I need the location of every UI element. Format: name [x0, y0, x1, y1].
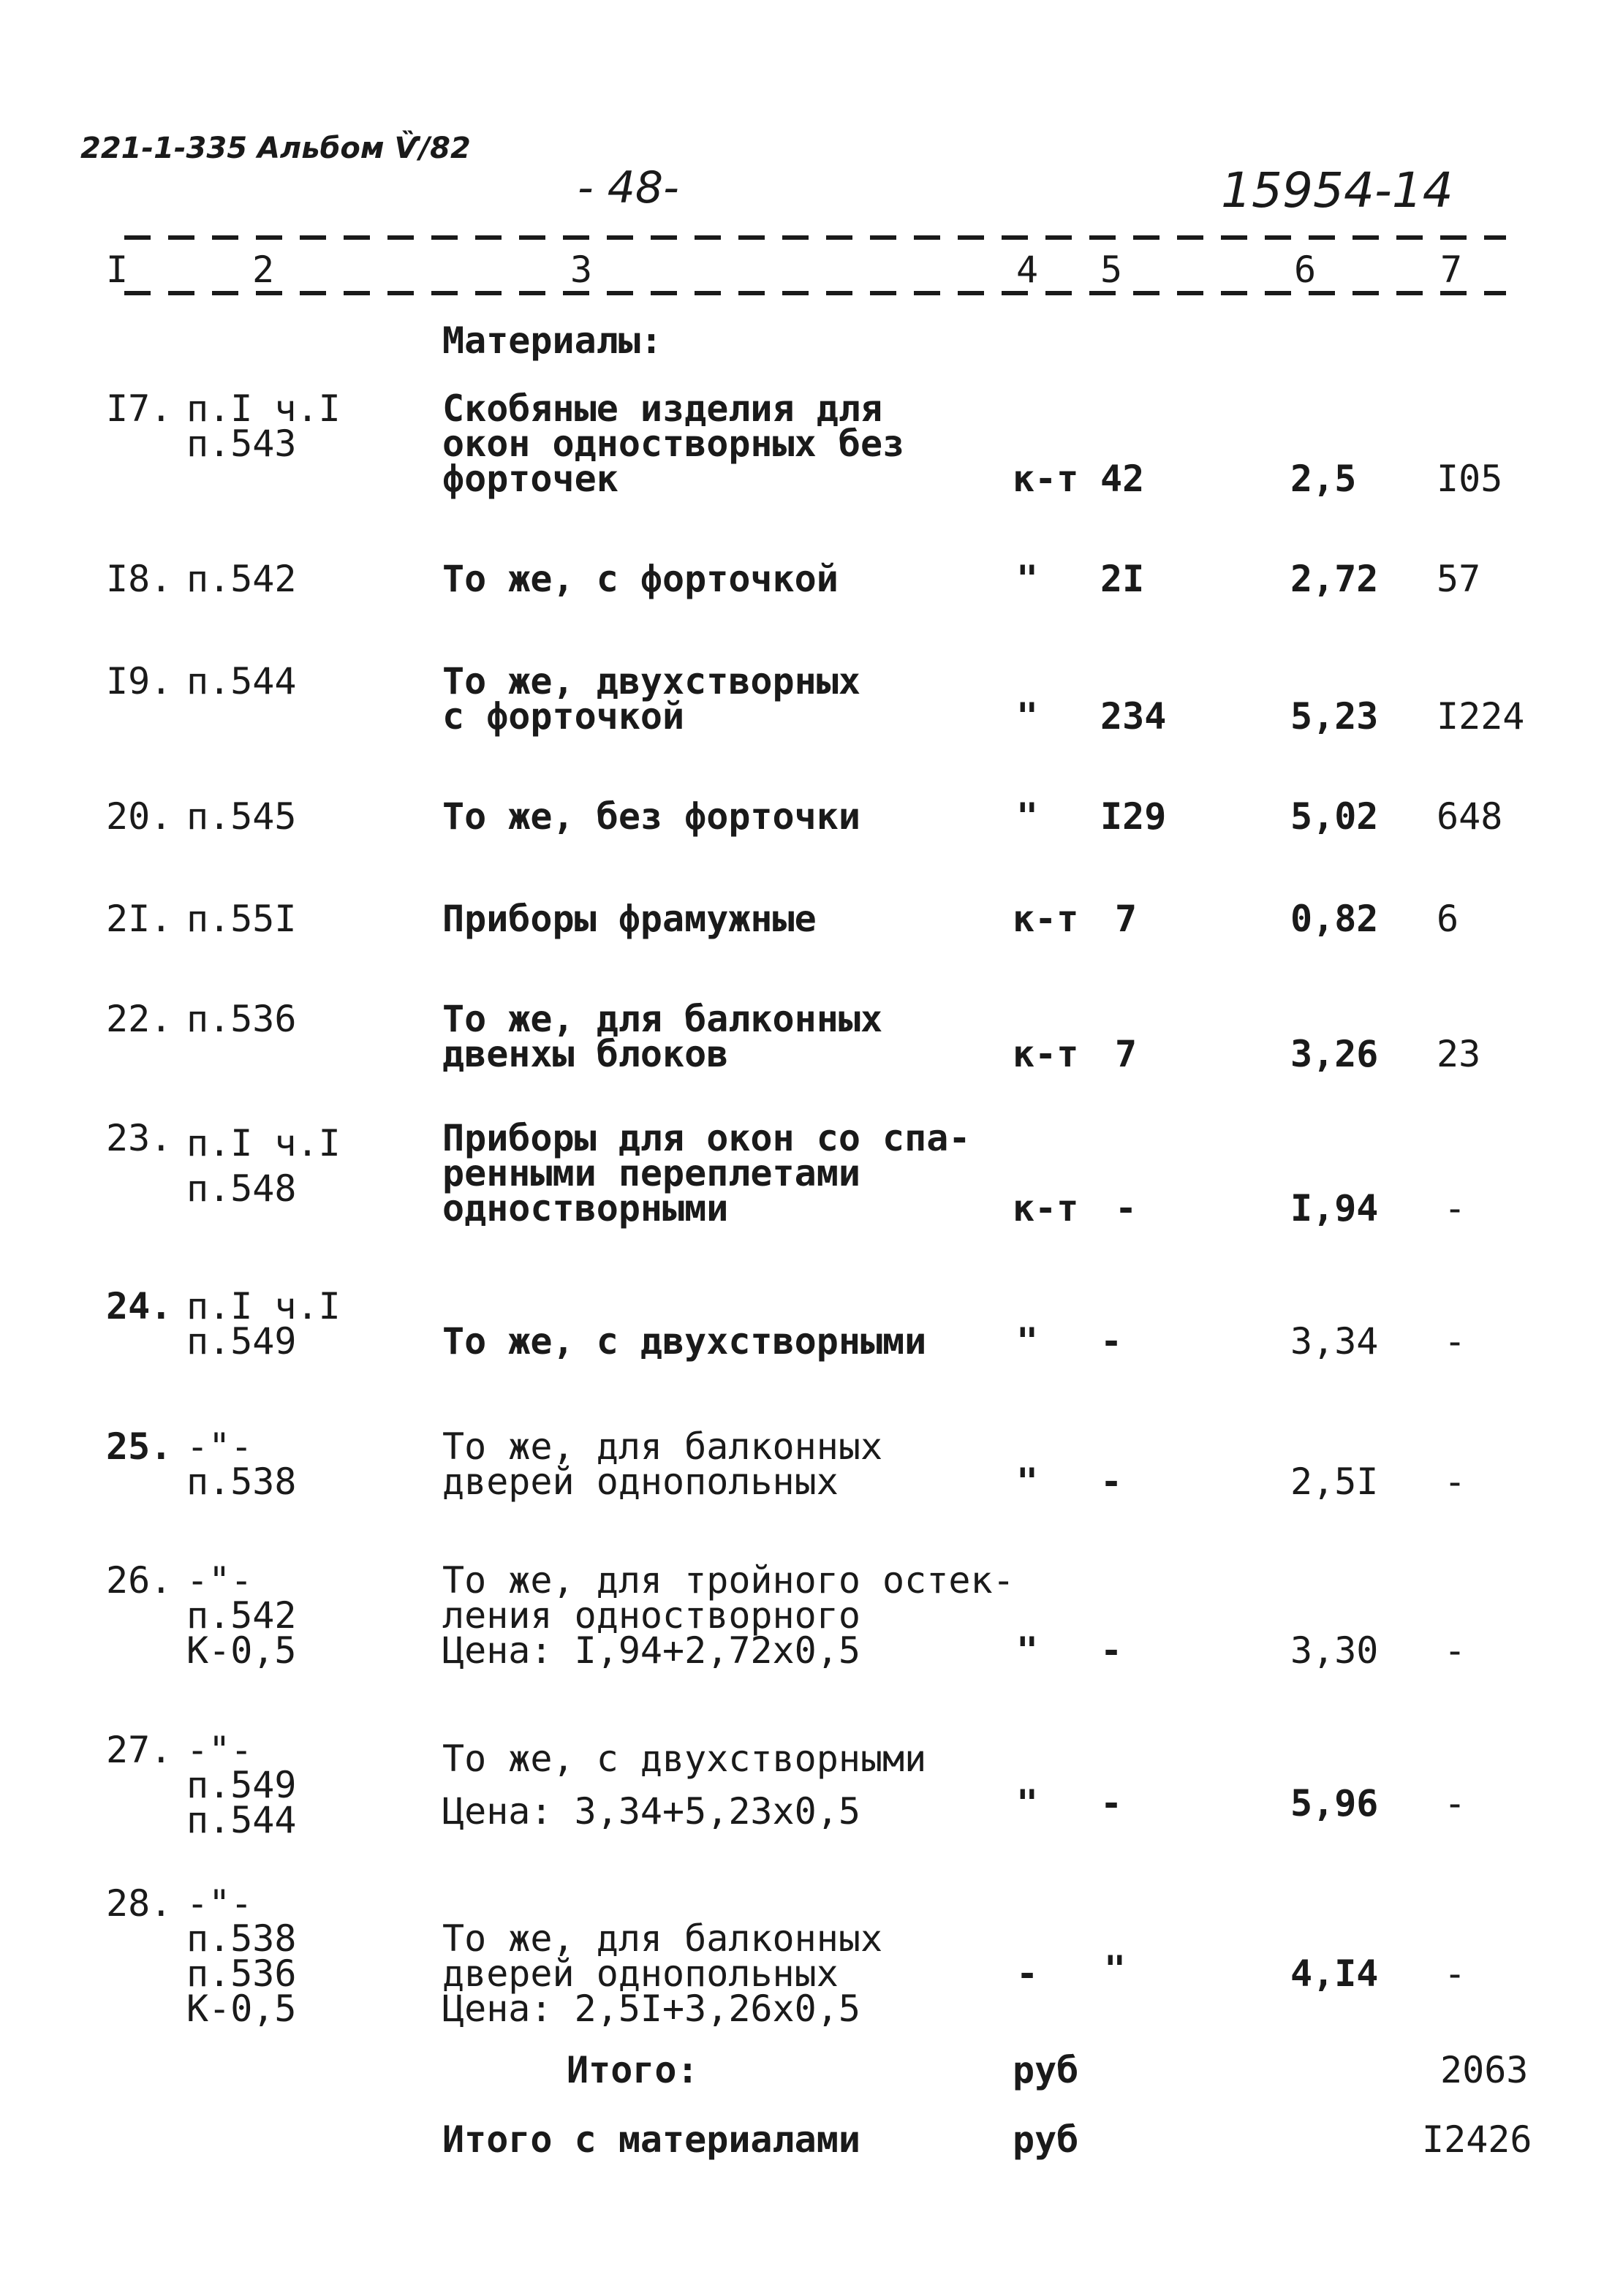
- description-line: Цена: I,94+2,72x0,5: [442, 1629, 860, 1672]
- row-total: -: [1444, 1460, 1467, 1503]
- row-reference: [186, 998, 297, 1040]
- row-description: [442, 1320, 927, 1363]
- row-number: 28.: [106, 1882, 173, 1925]
- column-header-3: 3: [570, 249, 593, 291]
- row-price: I,94: [1290, 1187, 1379, 1230]
- row-unit: к-т: [1013, 458, 1079, 500]
- description-line: ления одностворного: [442, 1594, 860, 1637]
- row-reference: [186, 1729, 297, 1841]
- row-number: 22.: [106, 998, 173, 1040]
- reference-line: п.538: [186, 1460, 297, 1503]
- header-top-rule: [124, 235, 1506, 240]
- description-line: Цена: 2,5I+3,26x0,5: [442, 1988, 860, 2030]
- reference-line: п.538: [186, 1917, 297, 1960]
- row-unit: к-т: [1013, 1033, 1079, 1075]
- row-number: 20.: [106, 795, 173, 838]
- row-unit: ": [1016, 695, 1039, 738]
- reference-line: п.545: [186, 795, 297, 838]
- row-unit: к-т: [1013, 898, 1079, 940]
- row-reference: [186, 898, 297, 940]
- row-number: 24.: [106, 1285, 173, 1327]
- reference-line: п.536: [186, 1952, 297, 1995]
- description-line: То же, с двухстворными: [442, 1738, 927, 1780]
- row-total: -: [1444, 1952, 1467, 1995]
- description-line: дверей однопольных: [442, 1460, 839, 1503]
- row-total: 23: [1437, 1033, 1481, 1075]
- description-line: ренными переплетами: [442, 1152, 860, 1194]
- row-price: 5,02: [1290, 795, 1379, 838]
- description-line: форточек: [442, 458, 618, 500]
- row-unit: ": [1016, 1782, 1039, 1825]
- column-header-6: 6: [1294, 249, 1317, 291]
- reference-line: п.542: [186, 1594, 297, 1637]
- column-header-5: 5: [1100, 249, 1123, 291]
- row-description: [442, 1117, 971, 1230]
- row-reference: [186, 387, 341, 465]
- description-line: То же, двухстворных: [442, 660, 860, 702]
- description-line: То же, для балконных: [442, 998, 883, 1040]
- row-price: 0,82: [1290, 898, 1379, 940]
- archive-note: 221-1-335 Альбом Ѷ/82: [80, 132, 471, 165]
- reference-line: п.544: [186, 660, 297, 702]
- row-total: -: [1444, 1782, 1467, 1825]
- description-line: То же, без форточки: [442, 795, 860, 838]
- description-line: дверей однопольных: [442, 1952, 839, 1995]
- row-total: 6: [1437, 898, 1459, 940]
- summary-unit: руб: [1013, 2049, 1079, 2091]
- row-number: 27.: [106, 1729, 173, 1771]
- row-quantity: ": [1104, 1948, 1127, 1990]
- row-description: [442, 898, 817, 940]
- reference-line: п.544: [186, 1799, 297, 1841]
- summary-total: I2426: [1422, 2118, 1532, 2161]
- row-quantity: -: [1115, 1187, 1138, 1230]
- column-header-2: 2: [252, 249, 275, 291]
- description-line: Цена: 3,34+5,23x0,5: [442, 1790, 860, 1833]
- reference-line: -"-: [186, 1882, 253, 1925]
- row-description: [442, 558, 839, 600]
- row-description: [442, 1917, 883, 2030]
- row-quantity: 7: [1115, 898, 1138, 940]
- row-quantity: I29: [1100, 795, 1167, 838]
- row-total: -: [1444, 1629, 1467, 1672]
- row-unit: ": [1016, 1460, 1039, 1503]
- row-price: 4,I4: [1290, 1952, 1379, 1995]
- row-unit: ": [1016, 1629, 1039, 1672]
- reference-line: п.543: [186, 423, 297, 465]
- reference-line: п.I ч.I: [186, 1122, 341, 1164]
- description-line: То же, для тройного остек-: [442, 1559, 1015, 1602]
- row-quantity: -: [1100, 1782, 1123, 1825]
- row-price: 3,30: [1290, 1629, 1379, 1672]
- header-bottom-rule: [124, 291, 1506, 295]
- row-price: 5,23: [1290, 695, 1379, 738]
- row-description: [442, 660, 860, 738]
- row-total: -: [1444, 1320, 1467, 1363]
- reference-line: -"-: [186, 1559, 253, 1602]
- row-number: 23.: [106, 1117, 173, 1159]
- row-total: 57: [1437, 558, 1481, 600]
- description-line: То же, с двухстворными: [442, 1320, 927, 1363]
- reference-line: К-0,5: [186, 1629, 297, 1672]
- row-description: [442, 387, 905, 500]
- column-header-7: 7: [1440, 249, 1463, 291]
- description-line: Приборы для окон со спа-: [442, 1117, 971, 1159]
- reference-line: К-0,5: [186, 1988, 297, 2030]
- row-number: I7.: [106, 387, 173, 430]
- row-description: [442, 1425, 883, 1503]
- description-line: с форточкой: [442, 695, 685, 738]
- row-quantity: 42: [1100, 458, 1145, 500]
- reference-line: -"-: [186, 1425, 253, 1468]
- row-unit: ": [1016, 1320, 1039, 1363]
- row-quantity: 2I: [1100, 558, 1145, 600]
- row-total: 648: [1437, 795, 1503, 838]
- reference-line: п.I ч.I: [186, 387, 341, 430]
- row-reference: [186, 1121, 341, 1211]
- description-line: двенхы блоков: [442, 1033, 729, 1075]
- summary-label: Итого:: [567, 2049, 699, 2091]
- row-price: 5,96: [1290, 1782, 1379, 1825]
- row-reference: [186, 1425, 297, 1503]
- row-price: 2,5: [1290, 458, 1357, 500]
- row-reference: [186, 1285, 341, 1363]
- reference-line: -"-: [186, 1729, 253, 1771]
- row-quantity: -: [1100, 1460, 1123, 1503]
- summary-total: 2063: [1440, 2049, 1529, 2091]
- row-description: [442, 1559, 1015, 1672]
- row-price: 3,34: [1290, 1320, 1379, 1363]
- row-unit: ": [1016, 795, 1039, 838]
- row-price: 2,72: [1290, 558, 1379, 600]
- row-number: 2I.: [106, 898, 173, 940]
- row-reference: [186, 1559, 297, 1672]
- row-number: 25.: [106, 1425, 173, 1468]
- row-description: [442, 795, 860, 838]
- row-description: [442, 998, 883, 1075]
- row-total: -: [1444, 1187, 1467, 1230]
- row-unit: к-т: [1013, 1187, 1079, 1230]
- row-reference: [186, 660, 297, 702]
- description-line: Скобяные изделия для: [442, 387, 883, 430]
- row-price: 2,5I: [1290, 1460, 1379, 1503]
- column-header-4: 4: [1016, 249, 1039, 291]
- summary-label: Итого с материалами: [442, 2118, 860, 2161]
- row-quantity: -: [1100, 1320, 1123, 1363]
- description-line: То же, с форточкой: [442, 558, 839, 600]
- reference-line: п.548: [186, 1167, 297, 1210]
- row-number: I8.: [106, 558, 173, 600]
- row-description: [442, 1732, 926, 1838]
- row-number: 26.: [106, 1559, 173, 1602]
- description-line: Приборы фрамужные: [442, 898, 817, 940]
- description-line: То же, для балконных: [442, 1917, 883, 1960]
- row-total: I05: [1437, 458, 1503, 500]
- summary-unit: руб: [1013, 2118, 1079, 2161]
- document-code: 15954-14: [1221, 162, 1453, 219]
- reference-line: п.549: [186, 1764, 297, 1806]
- reference-line: п.549: [186, 1320, 297, 1363]
- row-reference: [186, 795, 297, 838]
- reference-line: п.I ч.I: [186, 1285, 341, 1327]
- row-quantity: 7: [1115, 1033, 1138, 1075]
- row-unit: -: [1016, 1952, 1039, 1995]
- reference-line: п.542: [186, 558, 297, 600]
- column-header-1: I: [106, 249, 129, 291]
- reference-line: п.536: [186, 998, 297, 1040]
- reference-line: п.55I: [186, 898, 297, 940]
- row-reference: [186, 1882, 297, 2030]
- description-line: одностворными: [442, 1187, 729, 1230]
- row-total: I224: [1437, 695, 1525, 738]
- row-reference: [186, 558, 297, 600]
- section-title: Материалы:: [442, 319, 663, 362]
- description-line: окон одностворных без: [442, 423, 905, 465]
- description-line: То же, для балконных: [442, 1425, 883, 1468]
- page-number: - 48-: [578, 162, 679, 213]
- row-quantity: -: [1100, 1629, 1123, 1672]
- row-price: 3,26: [1290, 1033, 1379, 1075]
- row-number: I9.: [106, 660, 173, 702]
- row-quantity: 234: [1100, 695, 1167, 738]
- row-unit: ": [1016, 558, 1039, 600]
